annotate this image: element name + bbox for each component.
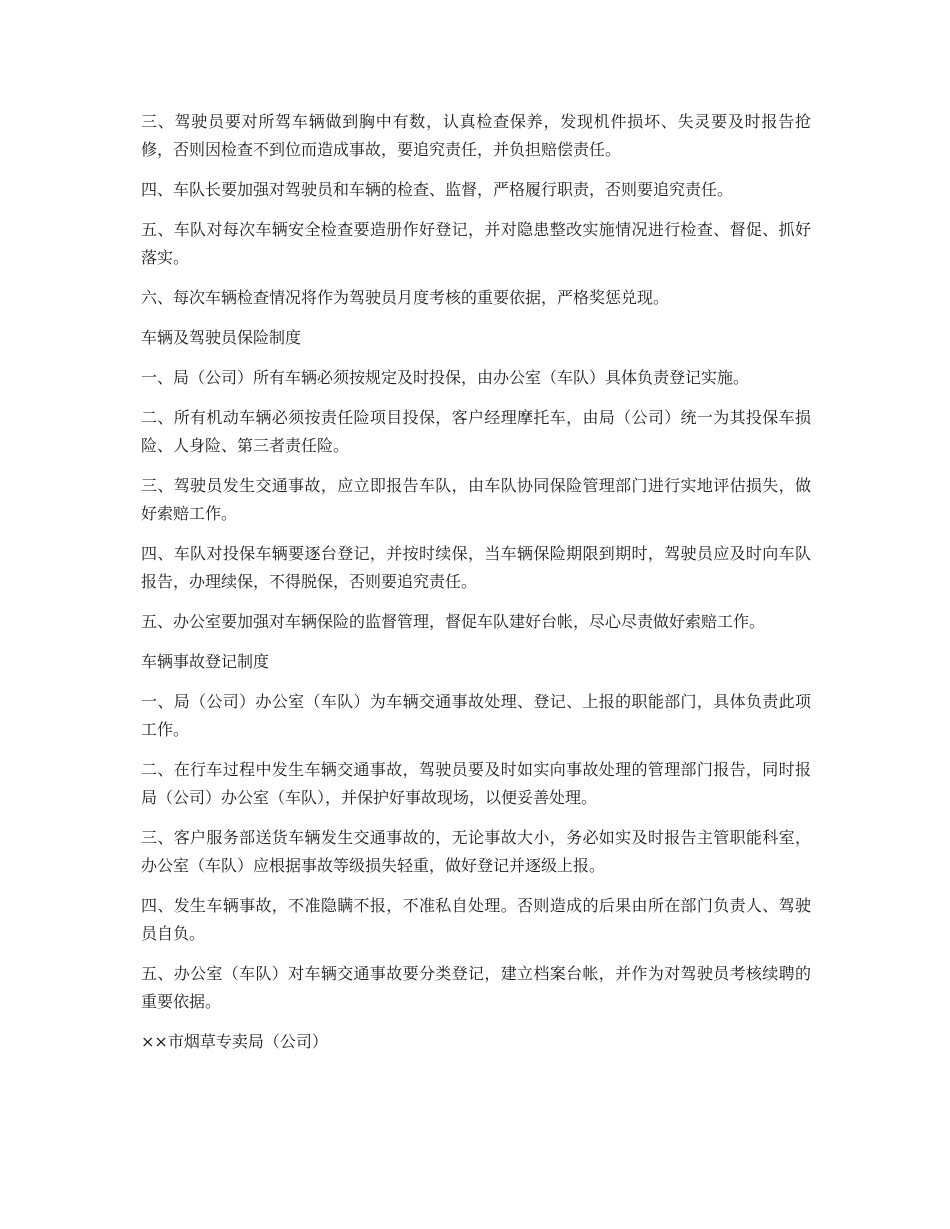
accident-item-5: 五、办公室（车队）对车辆交通事故要分类登记，建立档案台帐，并作为对驾驶员考核续聘的重要依据。: [141, 964, 811, 1011]
issuer-signature: ××市烟草专卖局（公司）: [141, 1032, 328, 1051]
section-title-accident: 车辆事故登记制度: [141, 652, 270, 671]
section-title-insurance: 车辆及驾驶员保险制度: [141, 328, 302, 347]
document-body: [141, 108, 811, 1056]
insurance-item-3: 三、驾驶员发生交通事故，应立即报告车队，由车队协同保险管理部门进行实地评估损失，做好索赔工作。: [141, 476, 811, 523]
paragraph-item-4: 四、车队长要加强对驾驶员和车辆的检查、监督，严格履行职责，否则要追究责任。: [141, 180, 734, 199]
accident-item-1: 一、局（公司）办公室（车队）为车辆交通事故处理、登记、上报的职能部门，具体负责此项工作。: [141, 692, 811, 739]
paragraph-item-3: 三、驾驶员要对所驾车辆做到胸中有数，认真检查保养，发现机件损坏、失灵要及时报告抢修，否则因检查不到位而造成事故，要追究责任，并负担赔偿责任。: [141, 112, 811, 159]
accident-item-4: 四、发生车辆事故，不准隐瞒不报，不准私自处理。否则造成的后果由所在部门负责人、驾驶员自负。: [141, 896, 811, 943]
paragraph-item-5: 五、车队对每次车辆安全检查要造册作好登记，并对隐患整改实施情况进行检查、督促、抓好落实。: [141, 220, 811, 267]
paragraph-item-6: 六、每次车辆检查情况将作为驾驶员月度考核的重要依据，严格奖惩兑现。: [141, 288, 670, 307]
insurance-item-5: 五、办公室要加强对车辆保险的监督管理，督促车队建好台帐，尽心尽责做好索赔工作。: [141, 612, 766, 631]
insurance-item-4: 四、车队对投保车辆要逐台登记，并按时续保，当车辆保险期限到期时，驾驶员应及时向车队报告，办理续保，不得脱保，否则要追究责任。: [141, 544, 811, 591]
accident-item-2: 二、在行车过程中发生车辆交通事故，驾驶员要及时如实向事故处理的管理部门报告，同时报局（公司）办公室（车队），并保护好事故现场，以便妥善处理。: [141, 760, 811, 807]
insurance-item-2: 二、所有机动车辆必须按责任险项目投保，客户经理摩托车，由局（公司）统一为其投保车损险、人身险、第三者责任险。: [141, 408, 811, 455]
insurance-item-1: 一、局（公司）所有车辆必须按规定及时投保，由办公室（车队）具体负责登记实施。: [141, 368, 750, 387]
accident-item-3: 三、客户服务部送货车辆发生交通事故的，无论事故大小，务必如实及时报告主管职能科室，办公室（车队）应根据事故等级损失轻重，做好登记并逐级上报。: [141, 828, 811, 875]
